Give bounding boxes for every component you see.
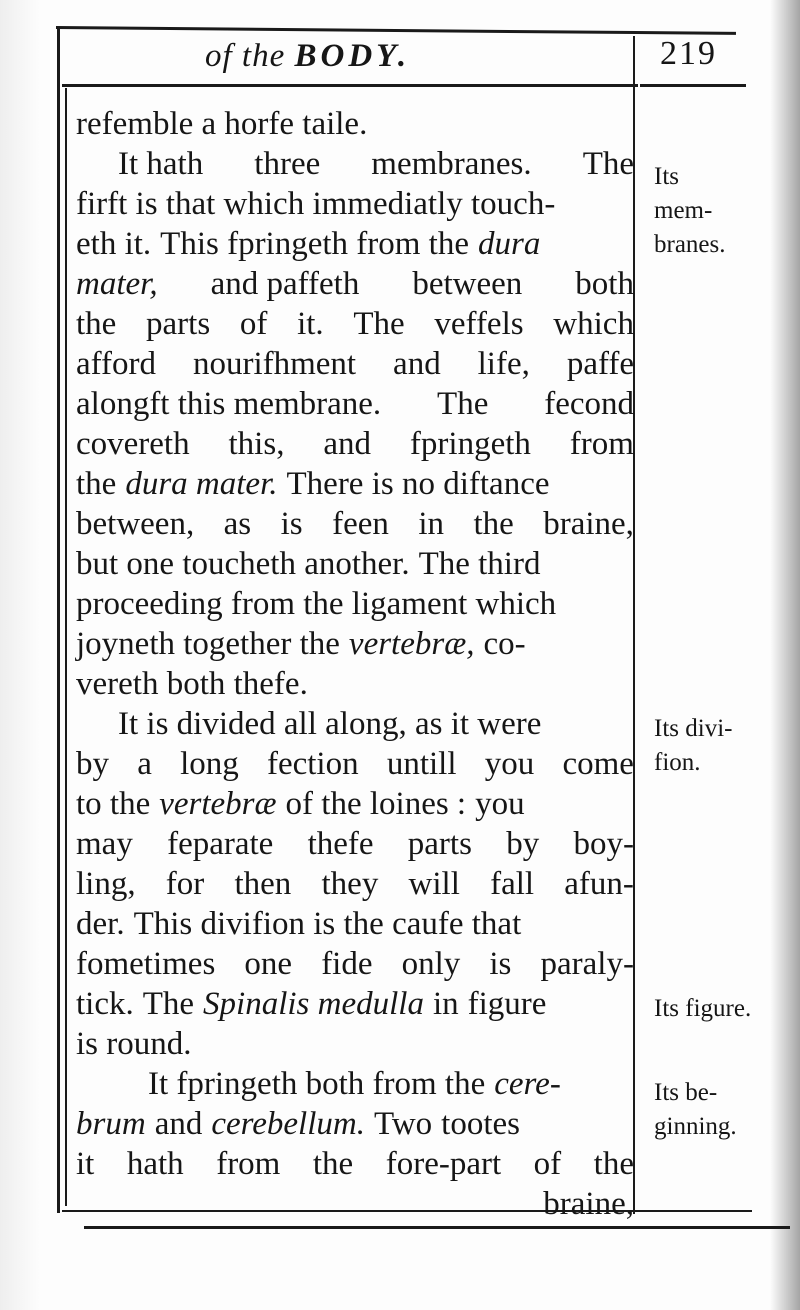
word: eth it. bbox=[76, 226, 152, 262]
text-line bbox=[76, 1024, 634, 1064]
text-line bbox=[76, 264, 634, 304]
word: The bbox=[582, 146, 634, 182]
word: the bbox=[593, 1146, 634, 1182]
text-line bbox=[76, 544, 634, 584]
word: a bbox=[137, 746, 152, 782]
word: both bbox=[575, 266, 634, 302]
word: will bbox=[408, 866, 460, 902]
text-line bbox=[76, 384, 634, 424]
text-line bbox=[76, 984, 634, 1024]
word: figure bbox=[467, 986, 547, 1022]
margin-note-line: mem- bbox=[654, 197, 713, 224]
word: for bbox=[165, 866, 205, 902]
word: paffe bbox=[566, 346, 634, 382]
word: is bbox=[489, 946, 512, 982]
italic-term: mater, bbox=[76, 266, 158, 302]
word: from bbox=[216, 1146, 281, 1182]
word: fall bbox=[490, 866, 535, 902]
word: and bbox=[154, 1106, 203, 1142]
word: this, bbox=[228, 426, 285, 462]
italic-term: Spinalis medulla bbox=[203, 986, 424, 1022]
italic-term: dura bbox=[478, 226, 541, 262]
header-underline-rule bbox=[62, 84, 638, 87]
word: feparate bbox=[167, 826, 274, 862]
word: There is no diftance bbox=[286, 466, 550, 502]
word: proceeding from the ligament which bbox=[76, 586, 557, 622]
word: The bbox=[353, 306, 405, 342]
word: between, bbox=[76, 506, 195, 542]
word: refemble a horfe taile. bbox=[76, 106, 368, 142]
word: The bbox=[437, 386, 489, 422]
word: The third bbox=[418, 546, 541, 582]
word: as bbox=[223, 506, 252, 542]
margin-note-membranes bbox=[654, 160, 794, 262]
italic-term: brum bbox=[76, 1106, 146, 1142]
margin-note-line: Its be- bbox=[654, 1079, 718, 1106]
word: in bbox=[418, 506, 444, 542]
word: hath bbox=[126, 1146, 184, 1182]
word: It hath bbox=[118, 146, 204, 182]
word: and bbox=[323, 426, 372, 462]
word: fecond bbox=[544, 386, 634, 422]
text-line bbox=[76, 944, 634, 984]
word: fometimes bbox=[76, 946, 216, 982]
word: life, bbox=[477, 346, 530, 382]
margin-note-line: branes. bbox=[654, 231, 726, 258]
word: then bbox=[234, 866, 292, 902]
margin-note-figure bbox=[654, 992, 794, 1026]
word: between bbox=[412, 266, 523, 302]
margin-note-line: fion. bbox=[654, 749, 701, 776]
word: come bbox=[562, 746, 634, 782]
word: and bbox=[393, 346, 441, 382]
word: the bbox=[312, 1146, 354, 1182]
word: is round. bbox=[76, 1026, 192, 1062]
word: It fpringeth both from the bbox=[148, 1066, 486, 1102]
text-line bbox=[76, 104, 634, 144]
text-line bbox=[76, 304, 634, 344]
text-line bbox=[76, 224, 634, 264]
text-line bbox=[76, 624, 634, 664]
text-line bbox=[76, 584, 634, 624]
word: parts bbox=[407, 826, 472, 862]
margin-note-line: Its divi- bbox=[654, 715, 733, 742]
text-line bbox=[76, 784, 634, 824]
word: tootes bbox=[441, 1106, 520, 1142]
word: fpringeth bbox=[409, 426, 531, 462]
text-line bbox=[76, 424, 634, 464]
text-line bbox=[76, 824, 634, 864]
word: It is divided all along, as it were bbox=[118, 706, 542, 742]
word: nourifhment bbox=[192, 346, 357, 382]
word: three bbox=[254, 146, 321, 182]
word: and paffeth bbox=[210, 266, 360, 302]
margin-note-division bbox=[654, 712, 794, 780]
word: but one toucheth another. bbox=[76, 546, 410, 582]
italic-term: vertebræ bbox=[159, 786, 277, 822]
running-title-prefix: of the bbox=[205, 38, 286, 74]
word: in bbox=[432, 986, 459, 1022]
word: afford bbox=[76, 346, 157, 382]
top-border-rule bbox=[56, 26, 736, 35]
word: paraly- bbox=[540, 946, 634, 982]
word: ling, bbox=[76, 866, 136, 902]
word: boy- bbox=[573, 826, 634, 862]
text-line bbox=[76, 744, 634, 784]
header-underline-rule-right bbox=[640, 84, 746, 87]
text-line bbox=[76, 344, 634, 384]
word: it. bbox=[297, 306, 324, 342]
text-line bbox=[76, 504, 634, 544]
text-line bbox=[76, 1104, 634, 1144]
word: you bbox=[475, 786, 525, 822]
word: it bbox=[76, 1146, 95, 1182]
word: fide bbox=[321, 946, 373, 982]
word: to the bbox=[76, 786, 151, 822]
word: firft is that which immediatly touch- bbox=[76, 186, 556, 222]
page-left-edge bbox=[0, 0, 40, 1310]
text-line bbox=[118, 144, 634, 184]
word: from bbox=[569, 426, 634, 462]
word: long bbox=[180, 746, 239, 782]
word: thefe bbox=[307, 826, 374, 862]
word: is bbox=[280, 506, 303, 542]
word: membranes. bbox=[371, 146, 532, 182]
word: fore-part bbox=[385, 1146, 502, 1182]
page-number: 219 bbox=[660, 35, 717, 72]
word: feen bbox=[332, 506, 389, 542]
word: may bbox=[76, 826, 133, 862]
word: of the loines : bbox=[285, 786, 467, 822]
text-line bbox=[76, 184, 634, 224]
text-line bbox=[76, 464, 634, 504]
word: the bbox=[76, 306, 117, 342]
text-line bbox=[76, 664, 634, 704]
word: braine, bbox=[543, 506, 634, 542]
word: der. bbox=[76, 906, 125, 942]
left-frame-rule bbox=[57, 28, 60, 1213]
inner-left-rule bbox=[65, 88, 67, 1206]
text-line bbox=[118, 704, 634, 744]
word: the bbox=[76, 466, 117, 502]
text-line bbox=[148, 1064, 634, 1104]
word: of bbox=[533, 1146, 562, 1182]
margin-note-beginning bbox=[654, 1076, 794, 1144]
italic-term: dura mater. bbox=[125, 466, 278, 502]
word: of bbox=[239, 306, 268, 342]
word: you bbox=[484, 746, 535, 782]
bottom-outer-rule bbox=[84, 1226, 790, 1229]
word: which bbox=[553, 306, 634, 342]
text-line bbox=[76, 864, 634, 904]
word: by bbox=[76, 746, 109, 782]
word: veffels bbox=[434, 306, 524, 342]
word: vereth both thefe. bbox=[76, 666, 308, 702]
word: tick. bbox=[76, 986, 134, 1022]
word: afun- bbox=[564, 866, 634, 902]
text-line bbox=[76, 1184, 634, 1224]
margin-note-line: ginning. bbox=[654, 1113, 737, 1140]
word: co- bbox=[483, 626, 526, 662]
text-line bbox=[76, 1144, 634, 1184]
word: alongft this membrane. bbox=[76, 386, 382, 422]
word: the bbox=[473, 506, 514, 542]
word: This fpringeth from the bbox=[160, 226, 469, 262]
word: Two bbox=[373, 1106, 433, 1142]
running-title bbox=[205, 38, 410, 75]
word: The bbox=[142, 986, 195, 1022]
word: braine, bbox=[543, 1186, 634, 1222]
word: one bbox=[244, 946, 293, 982]
word: they bbox=[321, 866, 379, 902]
word: This divifion is the caufe that bbox=[133, 906, 522, 942]
margin-note-line: Its bbox=[654, 163, 679, 190]
running-title-caps: BODY. bbox=[294, 38, 411, 74]
italic-term: cere- bbox=[494, 1066, 561, 1102]
text-line bbox=[76, 904, 634, 944]
italic-term: cerebellum. bbox=[211, 1106, 365, 1142]
word: fection bbox=[266, 746, 359, 782]
word: joyneth together the bbox=[76, 626, 340, 662]
word: by bbox=[506, 826, 540, 862]
margin-note-line: Its figure. bbox=[654, 995, 752, 1022]
italic-term: vertebræ, bbox=[348, 626, 475, 662]
word: parts bbox=[146, 306, 211, 342]
word: covereth bbox=[76, 426, 190, 462]
word: untill bbox=[386, 746, 457, 782]
word: only bbox=[401, 946, 461, 982]
